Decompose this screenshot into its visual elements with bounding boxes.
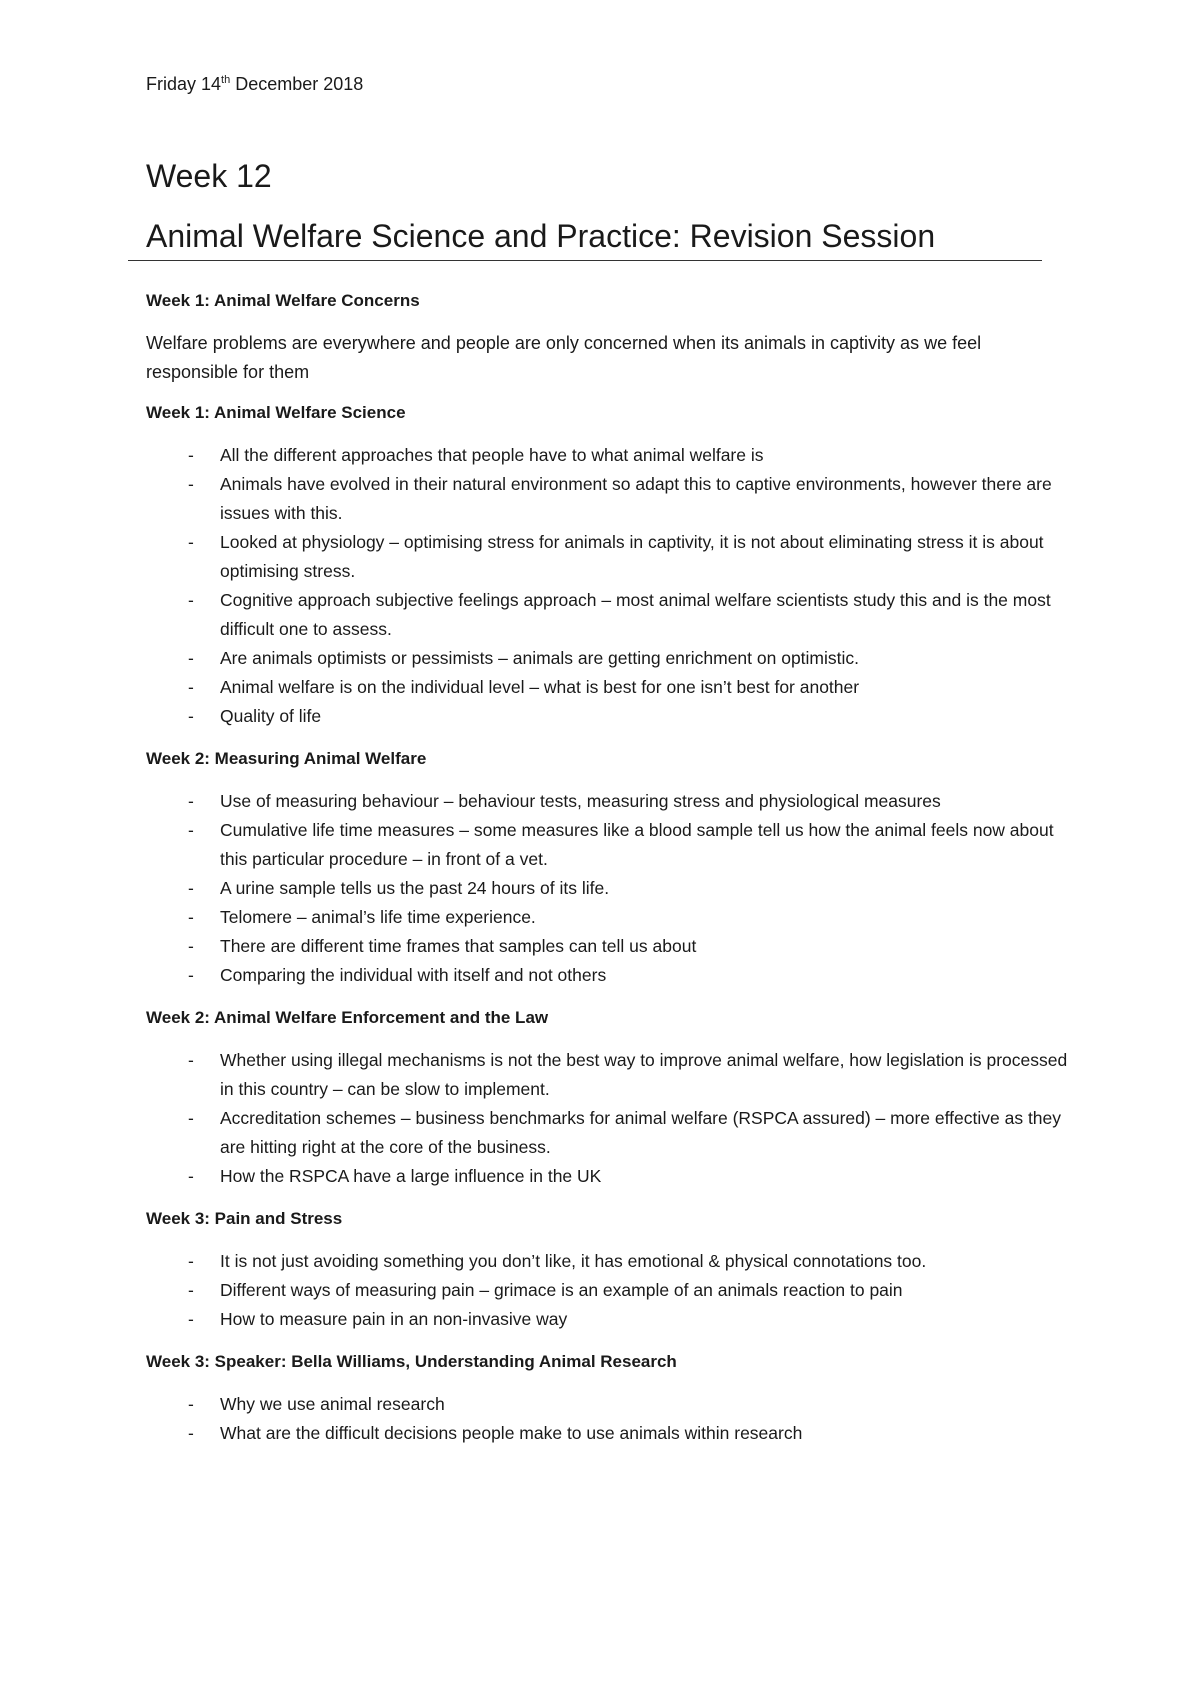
list-item [146, 787, 1076, 816]
dash-bullet-icon: - [188, 590, 194, 610]
bullet-list [146, 441, 1076, 731]
section [146, 747, 1076, 990]
list-item-text: Cumulative life time measures – some measures like a blood sample tell us how the animal feels now about this particular procedure – in front of a vet. [220, 820, 1054, 869]
dash-bullet-icon: - [188, 474, 194, 494]
dash-bullet-icon: - [188, 1394, 194, 1414]
list-item [146, 1276, 1076, 1305]
section-heading: Week 3: Pain and Stress [146, 1209, 343, 1228]
list-item [146, 816, 1076, 874]
list-item-text: Are animals optimists or pessimists – animals are getting enrichment on optimistic. [220, 648, 859, 668]
list-item-text: Use of measuring behaviour – behaviour tests, measuring stress and physiological measures [220, 791, 941, 811]
list-item [146, 1390, 1076, 1419]
list-item [146, 961, 1076, 990]
document-page [146, 72, 1076, 1464]
dash-bullet-icon: - [188, 1309, 194, 1329]
list-item-text: Animals have evolved in their natural environment so adapt this to captive environments, however there are issues with this. [220, 474, 1052, 523]
section [146, 1207, 1076, 1334]
date-prefix: Friday 14 [146, 74, 222, 94]
bullet-list [146, 1247, 1076, 1334]
list-item-text: Why we use animal research [220, 1394, 445, 1414]
list-item-text: What are the difficult decisions people make to use animals within research [220, 1423, 803, 1443]
sections-container [146, 289, 1076, 1448]
section-paragraph: Welfare problems are everywhere and people are only concerned when its animals in captivity as we feel responsible for them [146, 333, 982, 382]
dash-bullet-icon: - [188, 648, 194, 668]
list-item [146, 1305, 1076, 1334]
bullet-list [146, 1046, 1076, 1191]
title-underline [128, 260, 1042, 261]
dash-bullet-icon: - [188, 820, 194, 840]
date-line [146, 72, 1076, 96]
section-heading: Week 2: Animal Welfare Enforcement and the Law [146, 1008, 549, 1027]
date-ordinal: th [221, 74, 231, 86]
list-item-text: It is not just avoiding something you don’t like, it has emotional & physical connotations too. [220, 1251, 927, 1271]
section-heading: Week 2: Measuring Animal Welfare [146, 749, 427, 768]
dash-bullet-icon: - [188, 936, 194, 956]
list-item-text: All the different approaches that people have to what animal welfare is [220, 445, 764, 465]
list-item [146, 1419, 1076, 1448]
list-item [146, 1104, 1076, 1162]
list-item [146, 673, 1076, 702]
list-item-text: Comparing the individual with itself and not others [220, 965, 607, 985]
bullet-list [146, 787, 1076, 990]
section [146, 401, 1076, 731]
list-item [146, 702, 1076, 731]
section [146, 1350, 1076, 1448]
list-item-text: There are different time frames that samples can tell us about [220, 936, 697, 956]
list-item [146, 528, 1076, 586]
bullet-list [146, 1390, 1076, 1448]
dash-bullet-icon: - [188, 878, 194, 898]
list-item-text: Cognitive approach subjective feelings approach – most animal welfare scientists study this and is the most difficult one to assess. [220, 590, 1051, 639]
list-item-text: Accreditation schemes – business benchmarks for animal welfare (RSPCA assured) – more effective as they are hitting right at the core of the business. [220, 1108, 1062, 1157]
dash-bullet-icon: - [188, 791, 194, 811]
list-item [146, 874, 1076, 903]
list-item [146, 644, 1076, 673]
list-item-text: Animal welfare is on the individual level – what is best for one isn’t best for another [220, 677, 860, 697]
dash-bullet-icon: - [188, 1050, 194, 1070]
list-item [146, 586, 1076, 644]
date-suffix: December 2018 [230, 74, 364, 94]
list-item [146, 1162, 1076, 1191]
list-item-text: Whether using illegal mechanisms is not the best way to improve animal welfare, how legislation is processed in this country – can be slow to implement. [220, 1050, 1068, 1099]
section-heading: Week 1: Animal Welfare Concerns [146, 291, 420, 310]
list-item-text: A urine sample tells us the past 24 hours of its life. [220, 878, 610, 898]
section-heading: Week 3: Speaker: Bella Williams, Understanding Animal Research [146, 1352, 677, 1371]
list-item-text: Different ways of measuring pain – grimace is an example of an animals reaction to pain [220, 1280, 903, 1300]
section-heading: Week 1: Animal Welfare Science [146, 403, 406, 422]
list-item [146, 470, 1076, 528]
list-item [146, 1046, 1076, 1104]
list-item-text: Looked at physiology – optimising stress for animals in captivity, it is not about eliminating stress it is about optimising stress. [220, 532, 1044, 581]
dash-bullet-icon: - [188, 677, 194, 697]
dash-bullet-icon: - [188, 1166, 194, 1186]
list-item-text: How the RSPCA have a large influence in the UK [220, 1166, 602, 1186]
list-item-text: Telomere – animal’s life time experience. [220, 907, 536, 927]
section [146, 289, 1076, 387]
list-item [146, 903, 1076, 932]
dash-bullet-icon: - [188, 1423, 194, 1443]
list-item-text: How to measure pain in an non-invasive way [220, 1309, 568, 1329]
dash-bullet-icon: - [188, 532, 194, 552]
list-item [146, 932, 1076, 961]
dash-bullet-icon: - [188, 1251, 194, 1271]
dash-bullet-icon: - [188, 1280, 194, 1300]
list-item-text: Quality of life [220, 706, 322, 726]
section [146, 1006, 1076, 1191]
document-title: Week 12 [146, 158, 272, 194]
dash-bullet-icon: - [188, 965, 194, 985]
list-item [146, 1247, 1076, 1276]
dash-bullet-icon: - [188, 706, 194, 726]
dash-bullet-icon: - [188, 1108, 194, 1128]
dash-bullet-icon: - [188, 907, 194, 927]
document-subtitle: Animal Welfare Science and Practice: Revision Session [146, 218, 936, 254]
dash-bullet-icon: - [188, 445, 194, 465]
list-item [146, 441, 1076, 470]
